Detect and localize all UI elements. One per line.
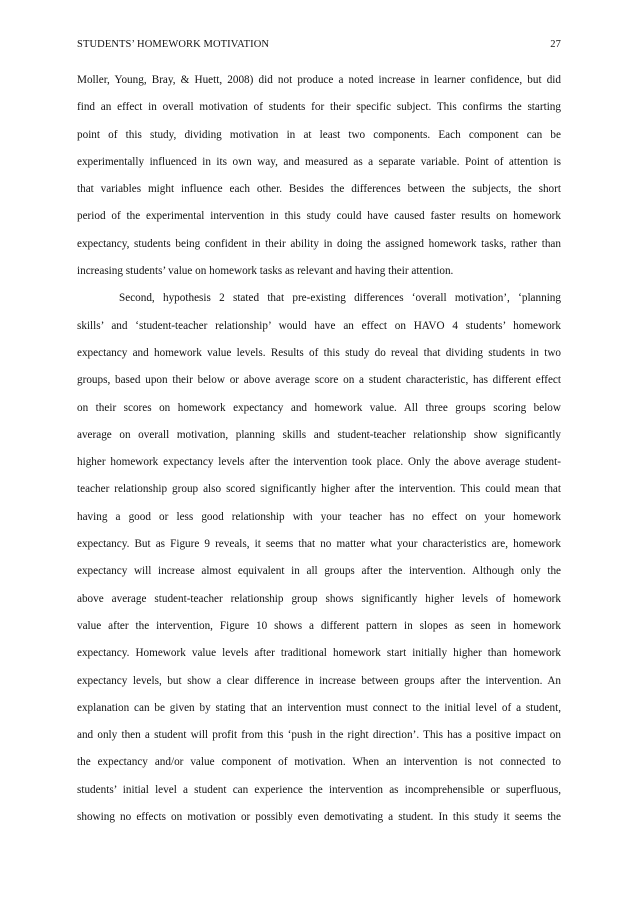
running-head: STUDENTS’ HOMEWORK MOTIVATION bbox=[77, 39, 270, 50]
text-line: having a good or less good relationship with your teacher has no effect on your homework bbox=[77, 510, 561, 523]
text-line: higher homework expectancy levels after the intervention took place. Only the above average student- bbox=[77, 456, 561, 469]
page-number: 27 bbox=[550, 39, 561, 50]
text-line: skills’ and ‘student-teacher relationship’ would have an effect on HAVO 4 students’ homework bbox=[77, 319, 561, 332]
text-line: Moller, Young, Bray, & Huett, 2008) did not produce a noted increase in learner confidence, but did bbox=[77, 74, 561, 86]
text-line: expectancy will increase almost equivalent in all groups after the intervention. Although only the bbox=[77, 565, 561, 578]
text-line: point of this study, dividing motivation in at least two components. Each component can be bbox=[77, 128, 561, 141]
text-line: average on overall motivation, planning skills and student-teacher relationship show significantly bbox=[77, 428, 561, 441]
text-line: above average student-teacher relationship group shows significantly higher levels of homework bbox=[77, 592, 561, 605]
text-line: Second, hypothesis 2 stated that pre-existing differences ‘overall motivation’, ‘planning bbox=[119, 292, 561, 305]
text-line: the expectancy and/or value component of motivation. When an intervention is not connected to bbox=[77, 756, 561, 769]
text-line: expectancy. But as Figure 9 reveals, it seems that no matter what your characteristics are, homework bbox=[77, 538, 561, 551]
text-line: and only then a student will profit from this ‘push in the right direction’. This has a positive impact on bbox=[77, 729, 561, 742]
text-line: showing no effects on motivation or possibly even demotivating a student. In this study it seems the bbox=[77, 811, 561, 824]
text-line: expectancy. Homework value levels after traditional homework start initially higher than homework bbox=[77, 647, 561, 660]
body-text bbox=[77, 73, 561, 837]
text-line: find an effect in overall motivation of students for their specific subject. This confirms the starting bbox=[77, 101, 561, 114]
text-line: that variables might influence each other. Besides the differences between the subjects, the short bbox=[77, 183, 561, 196]
text-line: students’ initial level a student can experience the intervention as incomprehensible or superfluous, bbox=[77, 783, 561, 796]
text-line: groups, based upon their below or above average score on a student characteristic, has different effect bbox=[77, 374, 561, 387]
text-line: expectancy and homework value levels. Results of this study do reveal that dividing students in two bbox=[77, 346, 561, 359]
text-line: on their scores on homework expectancy and homework value. All three groups scoring below bbox=[77, 401, 561, 414]
text-line: explanation can be given by stating that an intervention must connect to the initial level of a student, bbox=[77, 701, 561, 714]
text-line: period of the experimental intervention in this study could have caused faster results on homework bbox=[77, 210, 561, 223]
text-line: expectancy levels, but show a clear difference in increase between groups after the intervention. An bbox=[77, 674, 561, 687]
text-line: teacher relationship group also scored significantly higher after the intervention. This could mean that bbox=[77, 483, 561, 496]
text-line: expectancy, students being confident in their ability in doing the assigned homework tasks, rather than bbox=[77, 237, 561, 250]
text-line: increasing students’ value on homework tasks as relevant and having their attention. bbox=[77, 265, 454, 278]
text-line: experimentally influenced in its own way, and measured as a separate variable. Point of attention is bbox=[77, 155, 561, 168]
text-line: value after the intervention, Figure 10 shows a different pattern in slopes as seen in homework bbox=[77, 619, 561, 632]
